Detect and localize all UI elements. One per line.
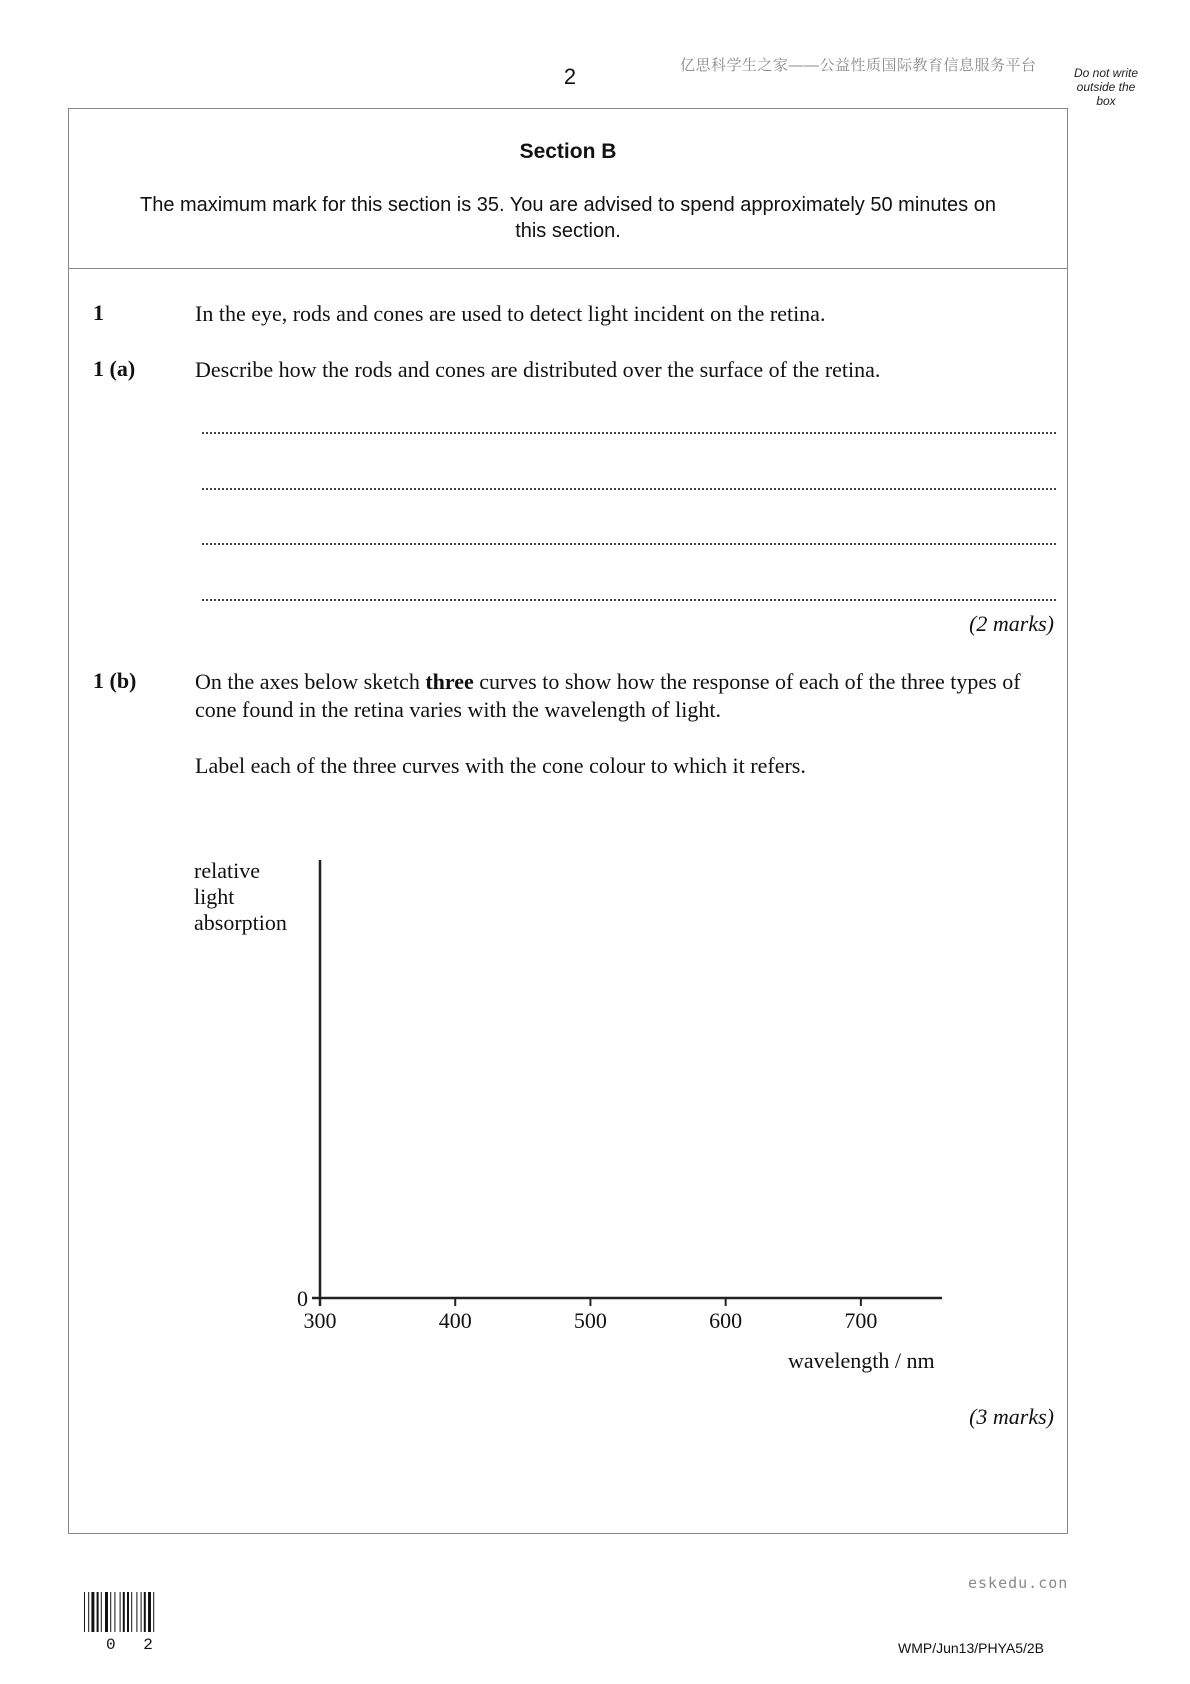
x-tick-label: 700 <box>844 1308 878 1333</box>
x-tick-label: 400 <box>438 1308 472 1333</box>
x-tick-label: 300 <box>303 1308 337 1333</box>
barcode-bar <box>84 1592 85 1632</box>
barcode-bar <box>153 1592 154 1632</box>
barcode-bar <box>105 1592 108 1632</box>
emphasis-three: three <box>425 669 474 694</box>
barcode-bar <box>88 1592 89 1632</box>
watermark-top: 亿思科学生之家——公益性质国际教育信息服务平台 <box>680 57 1037 74</box>
barcode-bar <box>120 1592 121 1632</box>
page-number: 2 <box>563 64 577 89</box>
barcode-bar <box>114 1592 115 1632</box>
marks-1a: (2 marks) <box>969 611 1054 636</box>
question-1-text: In the eye, rods and cones are used to detect light incident on the retina. <box>195 301 826 326</box>
y-axis-label-text: relative light absorption <box>194 858 287 935</box>
paper-code: WMP/Jun13/PHYA5/2B <box>898 1640 1045 1656</box>
watermark-bottom: eskedu.con <box>968 1574 1069 1592</box>
barcode <box>82 1592 178 1632</box>
section-intro: The maximum mark for this section is 35. You are advised to spend approximately 50 minutes on this section. <box>140 194 996 242</box>
question-number-1a: 1 (a) <box>93 356 136 381</box>
x-axis-title: wavelength / nm <box>788 1348 935 1373</box>
question-1a-text: Describe how the rods and cones are distributed over the surface of the retina. <box>195 357 881 382</box>
barcode-bar <box>110 1592 111 1632</box>
question-number-1: 1 <box>93 300 104 325</box>
barcode-bar <box>144 1592 146 1632</box>
question-1b-text-end: curves to show how the response of each of the three types of cone found in the retina varies with the wavelength of light. <box>195 669 1021 722</box>
section-title: Section B <box>519 140 617 163</box>
question-1b-text-start: On the axes below sketch <box>195 669 426 694</box>
barcode-bar <box>97 1592 99 1632</box>
barcode-bar <box>123 1592 125 1632</box>
marks-1b: (3 marks) <box>969 1404 1054 1429</box>
barcode-bar <box>101 1592 102 1632</box>
barcode-bar <box>131 1592 132 1632</box>
x-tick-label: 600 <box>709 1308 743 1333</box>
barcode-bar <box>91 1592 94 1632</box>
y-tick-label: 0 <box>297 1286 308 1311</box>
barcode-number: 0 2 <box>106 1636 162 1654</box>
barcode-bar <box>136 1592 137 1632</box>
question-1b-instruction: Label each of the three curves with the cone colour to which it refers. <box>195 753 806 778</box>
x-tick-label: 500 <box>573 1308 607 1333</box>
barcode-bar <box>148 1592 151 1632</box>
margin-note: Do not write outside the box <box>1073 66 1139 108</box>
question-number-1b: 1 (b) <box>93 668 137 693</box>
barcode-bar <box>127 1592 129 1632</box>
barcode-bar <box>141 1592 142 1632</box>
